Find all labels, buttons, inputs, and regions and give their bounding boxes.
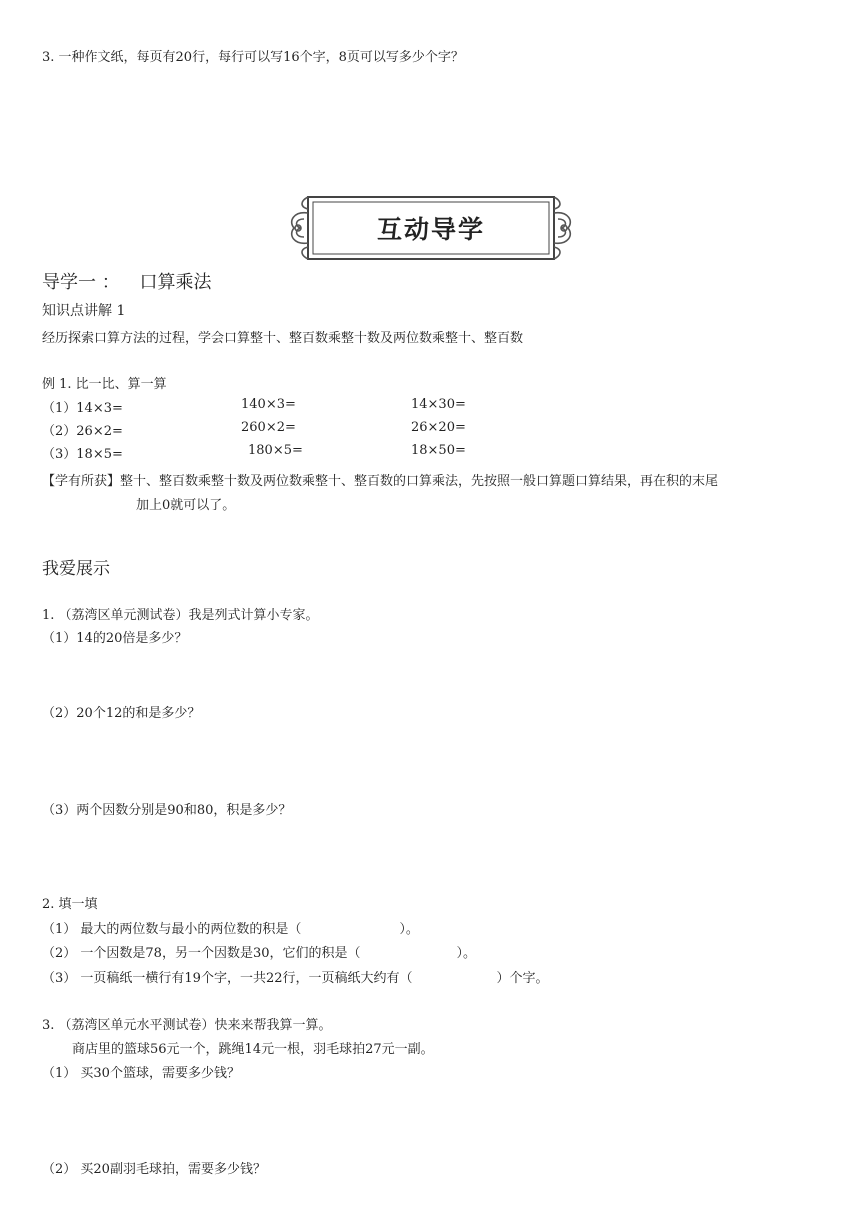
q2-item-3 xyxy=(42,967,549,986)
q1-title: 1. （荔湾区单元测试卷）我是列式计算小专家。 xyxy=(42,608,319,623)
q2-item-3-end: ）个字。 xyxy=(496,971,549,986)
example-row-2-col-3: 26×20= xyxy=(411,420,466,435)
q1-item-2: （2）20个12的和是多少？ xyxy=(42,706,201,721)
banner-title: 互动导学 xyxy=(376,215,485,244)
example-row-3-col-3: 18×50= xyxy=(411,443,466,458)
q2-item-2 xyxy=(42,942,476,961)
show-title: 我爱展示 xyxy=(42,559,110,579)
knowledge-description: 经历探索口算方法的过程，学会口算整十、整百数乘整十数及两位数乘整十、整百数 xyxy=(42,331,524,346)
q2-item-2-text: （2） 一个因数是78，另一个因数是30，它们的积是（ xyxy=(42,946,361,961)
example-row-2-col-1: （2）26×2= xyxy=(42,424,123,439)
example-row-3-col-1: （3）18×5= xyxy=(42,447,123,462)
knowledge-title: 知识点讲解 1 xyxy=(42,303,126,319)
example-row-1-col-3: 14×30= xyxy=(411,397,466,412)
q2-item-1-text: （1） 最大的两位数与最小的两位数的积是（ xyxy=(42,922,302,937)
example-row-2-col-2: 260×2= xyxy=(241,420,296,435)
gain-text-1: 整十、整百数乘整十数及两位数乘整十、整百数的口算乘法，先按照一般口算题口算结果，再在积的末尾 xyxy=(120,474,719,489)
example-row-3-col-2: 180×5= xyxy=(248,443,303,458)
section-banner xyxy=(286,193,576,263)
example-row-1-col-1: （1）14×3= xyxy=(42,401,123,416)
q1-item-1: （1）14的20倍是多少？ xyxy=(42,631,188,646)
section-heading-prefix: 导学一 ： xyxy=(42,272,120,293)
section-heading-title: 口算乘法 xyxy=(139,272,212,293)
example-title: 例 1. 比一比、算一算 xyxy=(42,377,167,392)
q1-item-3: （3）两个因数分别是90和80，积是多少？ xyxy=(42,803,292,818)
q2-title: 2. 填一填 xyxy=(42,897,98,912)
previous-question: 3. 一种作文纸，每页有20行，每行可以写16个字，8页可以写多少个字？ xyxy=(42,50,464,65)
section-heading xyxy=(42,268,211,294)
q3-title: 3. （荔湾区单元水平测试卷）快来来帮我算一算。 xyxy=(42,1018,332,1033)
gain-label: 【学有所获】 xyxy=(42,474,121,489)
q2-item-3-text: （3） 一页稿纸一横行有19个字，一共22行，一页稿纸大约有（ xyxy=(42,971,413,986)
gain-line-1 xyxy=(42,470,718,489)
q3-item-1: （1） 买30个篮球，需要多少钱？ xyxy=(42,1066,240,1081)
q3-description: 商店里的篮球56元一个，跳绳14元一根，羽毛球拍27元一副。 xyxy=(72,1042,434,1057)
q3-item-2: （2） 买20副羽毛球拍，需要多少钱？ xyxy=(42,1162,266,1177)
example-row-1-col-2: 140×3= xyxy=(241,397,296,412)
gain-text-2: 加上0就可以了。 xyxy=(136,498,236,513)
q2-item-2-end: ）。 xyxy=(456,946,477,961)
q2-item-1-end: ）。 xyxy=(399,922,419,937)
q2-item-1 xyxy=(42,918,419,937)
